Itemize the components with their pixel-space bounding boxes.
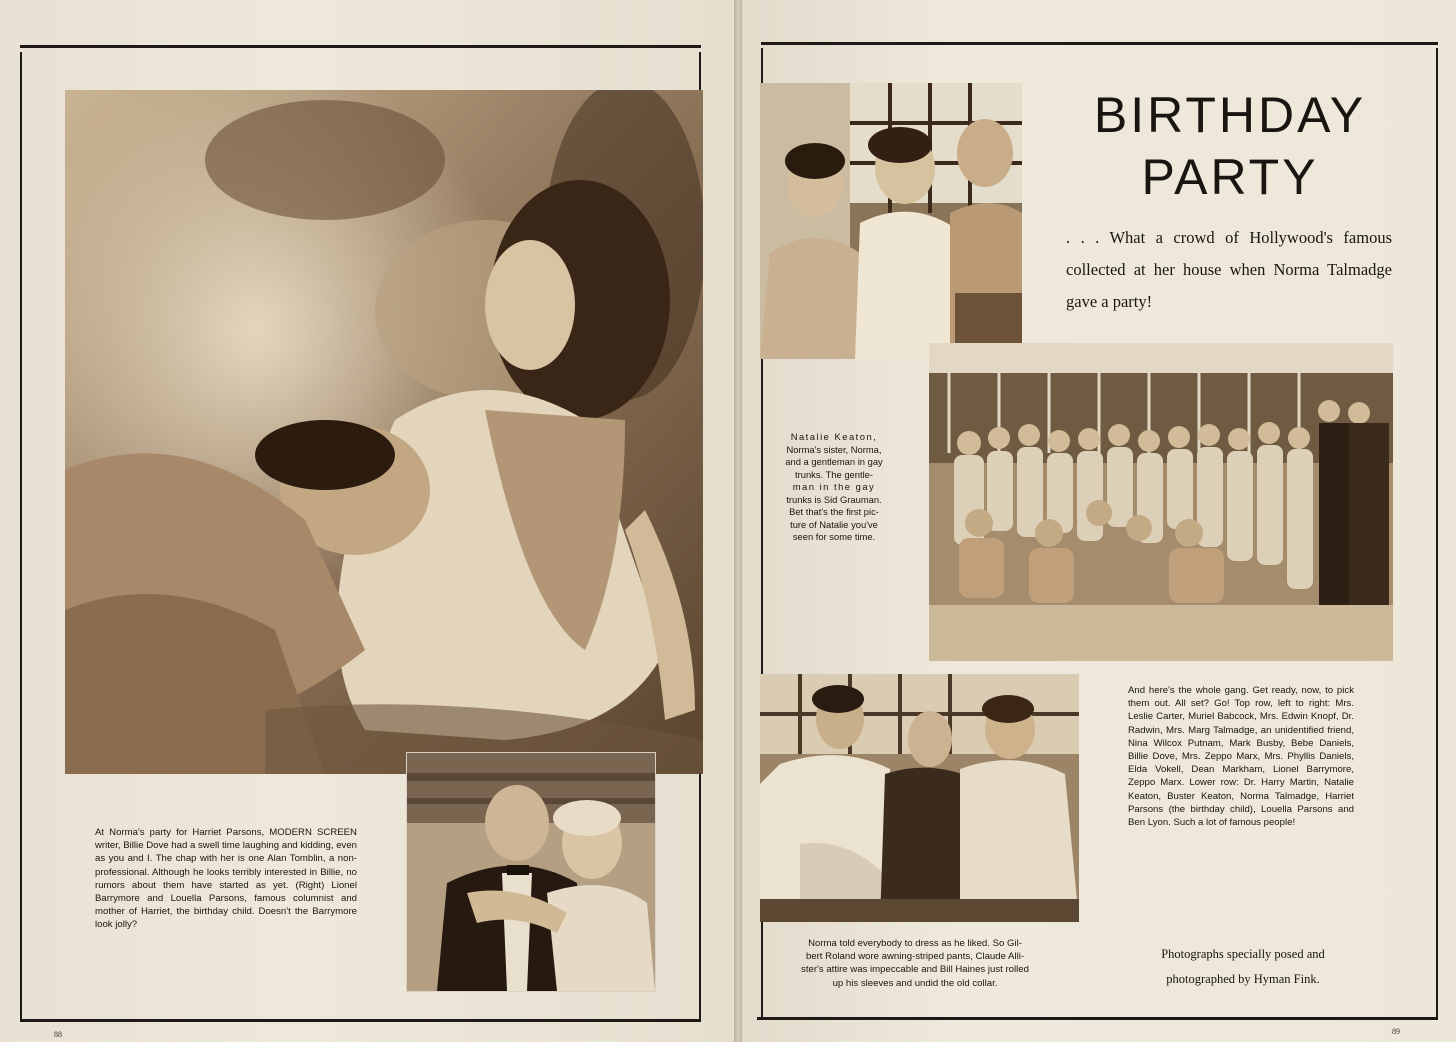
caption-dress-line: up his sleeves and undid the old collar. bbox=[832, 977, 998, 989]
photo-natalie-keaton-norma-sid-grauman bbox=[760, 83, 1022, 359]
caption-whole-gang: And here's the whole gang. Get ready, now, to pick them out. All set? Go! Top row, left to right: Mrs. Leslie Carter, Muriel Babcock, Mrs. Edwin Knopf, Dr. Radwin, Mrs. Marg Talmadge, an unidentified friend, Nina Wilcox Putnam, Mark Busby, Bebe Daniels, Billie Dove, Mrs. Zeppo Marx, Mrs. Phyllis Daniels, Elda Vokell, Dean Markham, Lionel Barrymore, Zeppo Marx. Lower row: Dr. Harry Martin, Natalie Keaton, Buster Keaton, Norma Talmadge, Harriet Parsons (the birthday child), Louella Parsons and Ben Lyon. Such a lot of famous people! bbox=[1128, 685, 1354, 829]
caption-dress-as-you-like bbox=[764, 937, 1066, 990]
photo-credit bbox=[1128, 942, 1358, 992]
caption-natalie-line: Norma's sister, Norma, bbox=[786, 443, 882, 455]
title-line-2: PARTY bbox=[1141, 149, 1319, 205]
credit-line: Photographs specially posed and bbox=[1161, 947, 1325, 961]
spine-gutter bbox=[734, 0, 742, 1042]
caption-natalie-line: ture of Natalie you've bbox=[790, 518, 878, 530]
page-number-right: 89 bbox=[1392, 1027, 1400, 1036]
page-title bbox=[1060, 84, 1400, 208]
caption-natalie-line: seen for some time. bbox=[792, 531, 876, 542]
photo-lionel-barrymore-louella-parsons bbox=[406, 752, 656, 992]
caption-natalie-line: and a gentleman in gay bbox=[785, 456, 883, 467]
caption-billie-dove: At Norma's party for Harriet Parsons, MODERN SCREEN writer, Billie Dove had a swell time laughing and kidding, even as you and I. The chap with her is one Alan Tomblin, a non-professional. Although he looks terribly interested in Billie, no rumors about them have started as yet. (Right) Lionel Barrymore and Louella Parsons, famous columnist and mother of Harriet, the birthday child. Doesn't the Barrymore look jolly? bbox=[95, 827, 357, 931]
intro-deck: . . . What a crowd of Hollywood's famous collected at her house when Norma Talmadge gave a party! bbox=[1066, 228, 1392, 311]
caption-dress-line: Norma told everybody to dress as he liked. So Gil- bbox=[808, 938, 1022, 949]
photo-billie-dove-alan-tomblin bbox=[65, 90, 703, 774]
caption-natalie-line: trunks is Sid Grauman. bbox=[786, 493, 882, 505]
right-top-rule bbox=[761, 42, 1438, 45]
caption-natalie-line: Natalie Keaton, bbox=[790, 431, 878, 442]
title-line-1: BIRTHDAY bbox=[1093, 87, 1367, 143]
credit-line: photographed by Hyman Fink. bbox=[1166, 972, 1320, 986]
caption-dress-line: ster's attire was impeccable and Bill Haines just rolled bbox=[801, 964, 1029, 976]
photo-whole-gang bbox=[929, 343, 1393, 661]
caption-natalie-line: man in the gay bbox=[792, 481, 876, 492]
caption-dress-line: bert Roland wore awning-striped pants, Claude Alli- bbox=[805, 951, 1025, 963]
page-number-left: 88 bbox=[54, 1030, 62, 1039]
photo-gilbert-roland-claude-allister-bill-haines bbox=[760, 674, 1079, 922]
caption-natalie-line: trunks. The gentle- bbox=[795, 468, 873, 480]
left-top-rule bbox=[20, 45, 701, 48]
caption-natalie-keaton bbox=[768, 431, 900, 544]
caption-natalie-line: Bet that's the first pic- bbox=[789, 506, 879, 517]
